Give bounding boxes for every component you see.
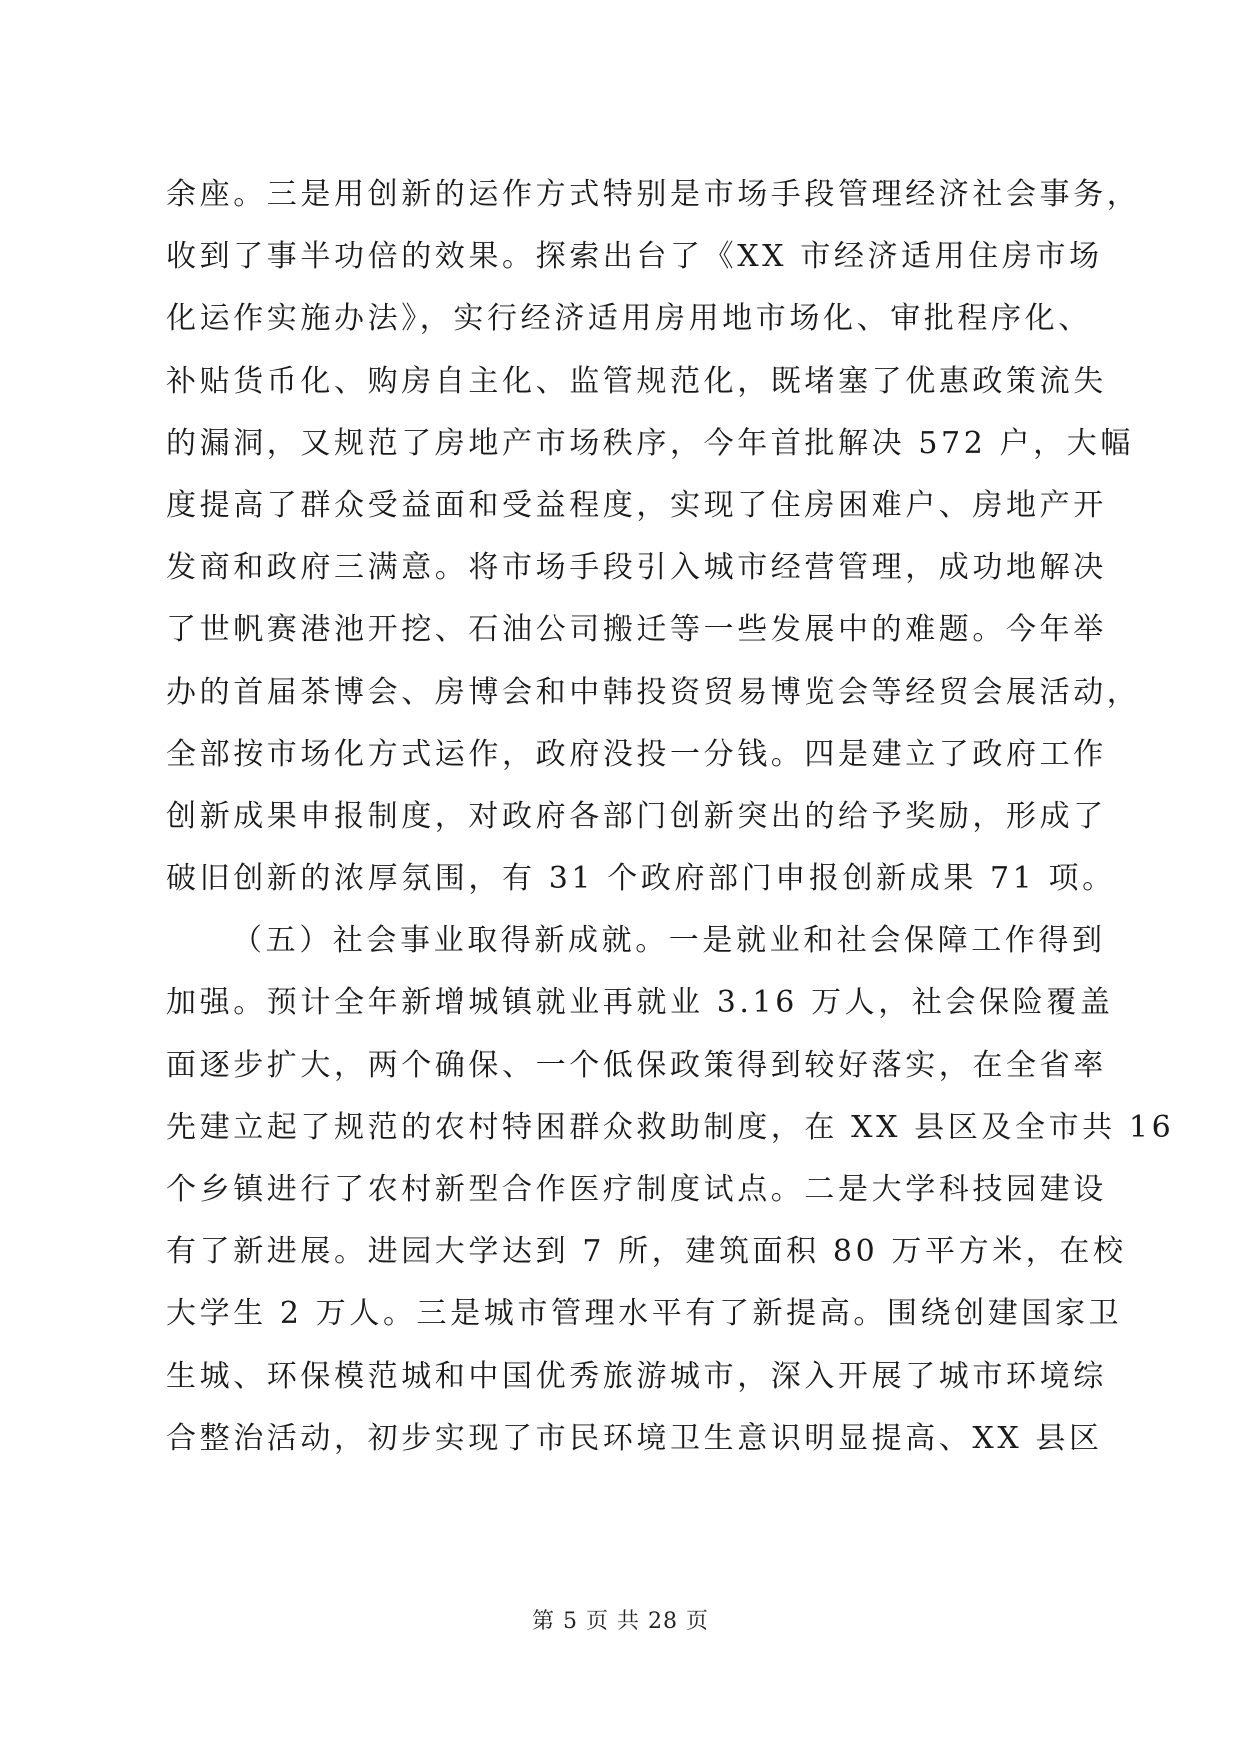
- text-line: 收到了事半功倍的效果。探索出台了《XX 市经济适用住房市场: [166, 239, 1103, 275]
- text-line: 创新成果申报制度，对政府各部门创新突出的给予奖励，形成了: [166, 798, 1107, 834]
- text-line: 先建立起了规范的农村特困群众救助制度，在 XX 县区及全市共 16: [166, 1109, 1175, 1145]
- text-line: 发商和政府三满意。将市场手段引入城市经营管理，成功地解决: [166, 550, 1107, 586]
- page-number-footer: 第 5 页 共 28 页: [532, 1609, 709, 1634]
- text-line: 加强。预计全年新增城镇就业再就业 3.16 万人，社会保险覆盖: [166, 985, 1114, 1021]
- text-line: 合整治活动，初步实现了市民环境卫生意识明显提高、XX 县区: [166, 1420, 1103, 1456]
- text-line: 补贴货币化、购房自主化、监管规范化，既堵塞了优惠政策流失: [166, 363, 1107, 399]
- text-line: 了世帆赛港池开挖、石油公司搬迁等一些发展中的难题。今年举: [166, 612, 1107, 648]
- paragraph-start-line: （五）社会事业取得新成就。一是就业和社会保障工作得到: [232, 923, 1106, 959]
- text-line: 的漏洞，又规范了房地产市场秩序，今年首批解决 572 户，大幅: [166, 425, 1134, 461]
- text-line: 全部按市场化方式运作，政府没投一分钱。四是建立了政府工作: [166, 736, 1107, 772]
- text-line: 办的首届茶博会、房博会和中韩投资贸易博览会等经贸会展活动，: [166, 674, 1141, 710]
- text-line: 度提高了群众受益面和受益程度，实现了住房困难户、房地产开: [166, 487, 1107, 523]
- text-line: 生城、环保模范城和中国优秀旅游城市，深入开展了城市环境综: [166, 1358, 1107, 1394]
- text-line: 破旧创新的浓厚氛围，有 31 个政府部门申报创新成果 71 项。: [166, 861, 1116, 897]
- text-line: 个乡镇进行了农村新型合作医疗制度试点。二是大学科技园建设: [166, 1172, 1107, 1207]
- text-line: 大学生 2 万人。三是城市管理水平有了新提高。围绕创建国家卫: [166, 1296, 1123, 1332]
- text-line: 余座。三是用创新的运作方式特别是市场手段管理经济社会事务，: [166, 177, 1141, 212]
- text-line: 化运作实施办法》，实行经济适用房用地市场化、审批程序化、: [166, 301, 1092, 337]
- body-text: [166, 164, 1175, 1470]
- text-line: 有了新进展。进园大学达到 7 所，建筑面积 80 万平方米，在校: [166, 1234, 1127, 1270]
- text-line: 面逐步扩大，两个确保、一个低保政策得到较好落实，在全省率: [166, 1047, 1107, 1083]
